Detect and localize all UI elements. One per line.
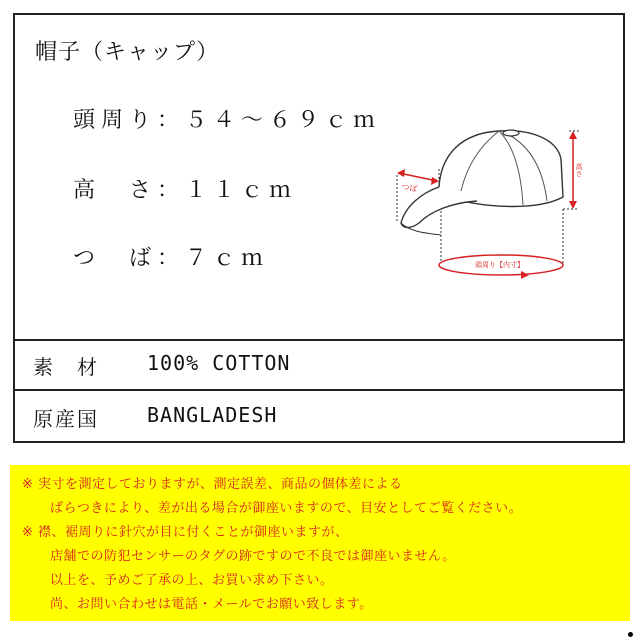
- origin-row: [15, 391, 623, 441]
- head-circumference: 頭周り：５４〜６９ｃｍ: [73, 108, 382, 133]
- material-value: 100% COTTON: [147, 351, 291, 375]
- origin-label: 原産国: [33, 407, 99, 431]
- notice-box: [10, 465, 630, 621]
- brim-arrow: [399, 173, 437, 181]
- notice-line-6: 尚、お問い合わせは電話・メールでお願い致します。: [50, 597, 373, 612]
- size-section: [15, 15, 623, 341]
- corner-dot: [628, 632, 633, 637]
- origin-value: BANGLADESH: [147, 403, 278, 427]
- material-row: [15, 339, 623, 391]
- cap-diagram: [381, 115, 587, 281]
- product-title: 帽子（キャップ）: [35, 40, 220, 65]
- notice-line-1: ※ 実寸を測定しておりますが、測定誤差、商品の個体差による: [22, 477, 403, 492]
- head-label: 頭周り【内寸】: [475, 261, 524, 269]
- cap-button: [503, 130, 519, 136]
- spec-box: [13, 13, 625, 443]
- material-label: 素 材: [33, 355, 99, 379]
- notice-line-4: 店舗での防犯センサーのタグの跡ですので不良では御座いません。: [50, 549, 456, 564]
- cap-height: 高 さ：１１ｃｍ: [73, 178, 298, 203]
- brim-label: つば: [400, 182, 418, 194]
- brim-length: つ ば：７ｃｍ: [73, 246, 270, 271]
- notice-line-2: ばらつきにより、差が出る場合が御座いますので、目安としてご覧ください。: [50, 501, 523, 516]
- height-label: 高さ: [575, 163, 583, 177]
- notice-line-5: 以上を、予めご了承の上、お買い求め下さい。: [50, 573, 334, 588]
- notice-line-3: ※ 襟、裾周りに針穴が目に付くことが御座いますが、: [22, 525, 349, 540]
